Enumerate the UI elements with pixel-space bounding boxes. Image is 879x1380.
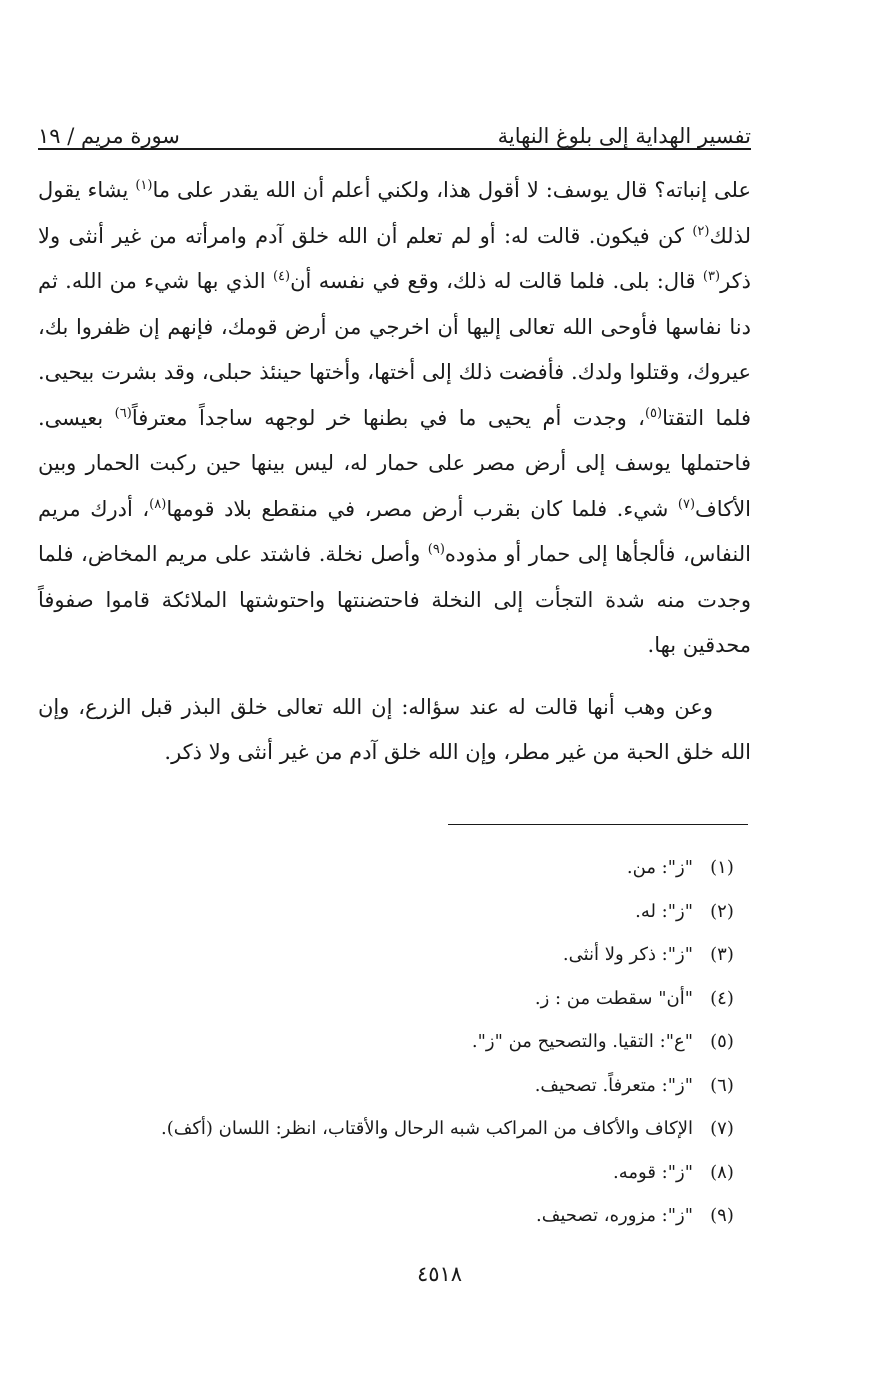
page-number: ٤٥١٨ (416, 1262, 463, 1286)
text-run: ، وجدت أم يحيى ما في بطنها خر لوجهه ساجداً معترفاً (131, 405, 645, 430)
footnote-text: "ز": قومه. (613, 1161, 693, 1183)
paragraph-2: وعن وهب أنها قالت له عند سؤاله: إن الله تعالى خلق البذر قبل الزرع، وإن الله خلق الحبة من غير مطر، وإن الله خلق آدم من غير أنثى ولا ذكر. (38, 694, 751, 764)
footnote-text: "ز": مزوره، تصحيف. (536, 1205, 693, 1226)
footnote-item (38, 890, 751, 934)
footnote-item (38, 846, 751, 890)
footnote-item (38, 933, 751, 977)
footnote-text: "ز": من. (626, 857, 693, 878)
footnote-text: "ز": له. (635, 900, 693, 922)
text-run: يشاء يقول لذلك (38, 178, 751, 248)
main-text (38, 168, 751, 776)
footnote-item (38, 1107, 751, 1151)
footnote-number: (١) (710, 857, 734, 878)
text-run: بعيسى. فاحتملها يوسف إلى أرض مصر على حمار له، ليس بينها حين ركبت الحمار وبين الأكاف (38, 405, 752, 521)
book-title: تفسير الهداية إلى بلوغ النهاية (497, 124, 751, 148)
surah-page-label: سورة مريم / ١٩ (38, 124, 180, 148)
text-run: ، أدرك مريم النفاس، فألجأها إلى حمار أو مذوده (38, 496, 751, 566)
footnote-number: (٩) (710, 1205, 734, 1226)
text-run: وأصل نخلة. فاشتد على مريم المخاض، فلما وجدت منه شدة التجأت إلى النخلة فاحتضنتها واحتوشتها الملائكة قاموا صفوفاً محدقين بها. (38, 542, 751, 657)
footnote-number: (٧) (710, 1118, 734, 1139)
text-run: قال: بلى. فلما قالت له ذلك، وقع في نفسه أن (290, 269, 703, 293)
running-header (38, 108, 751, 148)
footnote-ref: (١) (135, 178, 153, 193)
footnote-item (38, 1151, 751, 1195)
paragraph-1 (38, 168, 751, 669)
footnote-text: "أن" سقطت من : ز. (534, 987, 693, 1009)
footnote-text: "ز": متعرفاً. تصحيف. (534, 1074, 693, 1096)
header-rule (38, 148, 751, 150)
footnote-ref: (٢) (692, 223, 710, 239)
footnote-ref: (٦) (114, 405, 132, 421)
footnote-number: (٤) (710, 987, 734, 1009)
text-run: شيء. فلما كان بقرب أرض مصر، في منقطع بلاد قومها (166, 496, 678, 521)
footnote-item (38, 1020, 751, 1064)
text-run: على إنباته؟ قال يوسف: لا أقول هذا، ولكني أعلم أن الله يقدر على ما (152, 178, 751, 202)
footnote-separator (448, 824, 748, 825)
footnote-number: (٣) (710, 944, 734, 965)
footnote-ref: (٨) (149, 496, 167, 512)
footnote-number: (٥) (710, 1031, 734, 1052)
text-run: الذي بها شيء من الله. ثم دنا نفاسها فأوحى الله تعالى إليها أن اخرجي من أرض قومك، فإنهم إن ظفروا بك، عيروك، وقتلوا ولدك. فأفضت ذلك إلى أختها، وأختها حينئذ حبلى، وقد بشرت بيحيى. فلما التقتا (38, 269, 751, 430)
footnote-number: (٢) (710, 900, 734, 922)
footnote-text: "ع": التقيا. والتصحيح من "ز". (471, 1031, 693, 1052)
footnote-item (38, 1064, 751, 1108)
footnote-number: (٦) (710, 1074, 734, 1096)
footnote-text: "ز": ذكر ولا أنثى. (562, 944, 693, 965)
footnote-text: الإكاف والأكاف من المراكب شبه الرحال والأقتاب، انظر: اللسان (أكف). (160, 1118, 693, 1139)
footnote-ref: (٧) (677, 496, 696, 512)
footnote-number: (٨) (710, 1161, 734, 1183)
footnotes-list (38, 846, 751, 1238)
footnote-item (38, 1194, 751, 1238)
footnote-ref: (٣) (702, 269, 721, 284)
text-run: كن فيكون. قالت له: أو لم تعلم أن الله خلق آدم وامرأته من غير أنثى ولا ذكر (38, 223, 751, 293)
footnote-ref: (٩) (427, 542, 445, 557)
footnote-ref: (٥) (644, 405, 663, 421)
footnote-ref: (٤) (272, 269, 291, 284)
footnote-item (38, 977, 751, 1021)
